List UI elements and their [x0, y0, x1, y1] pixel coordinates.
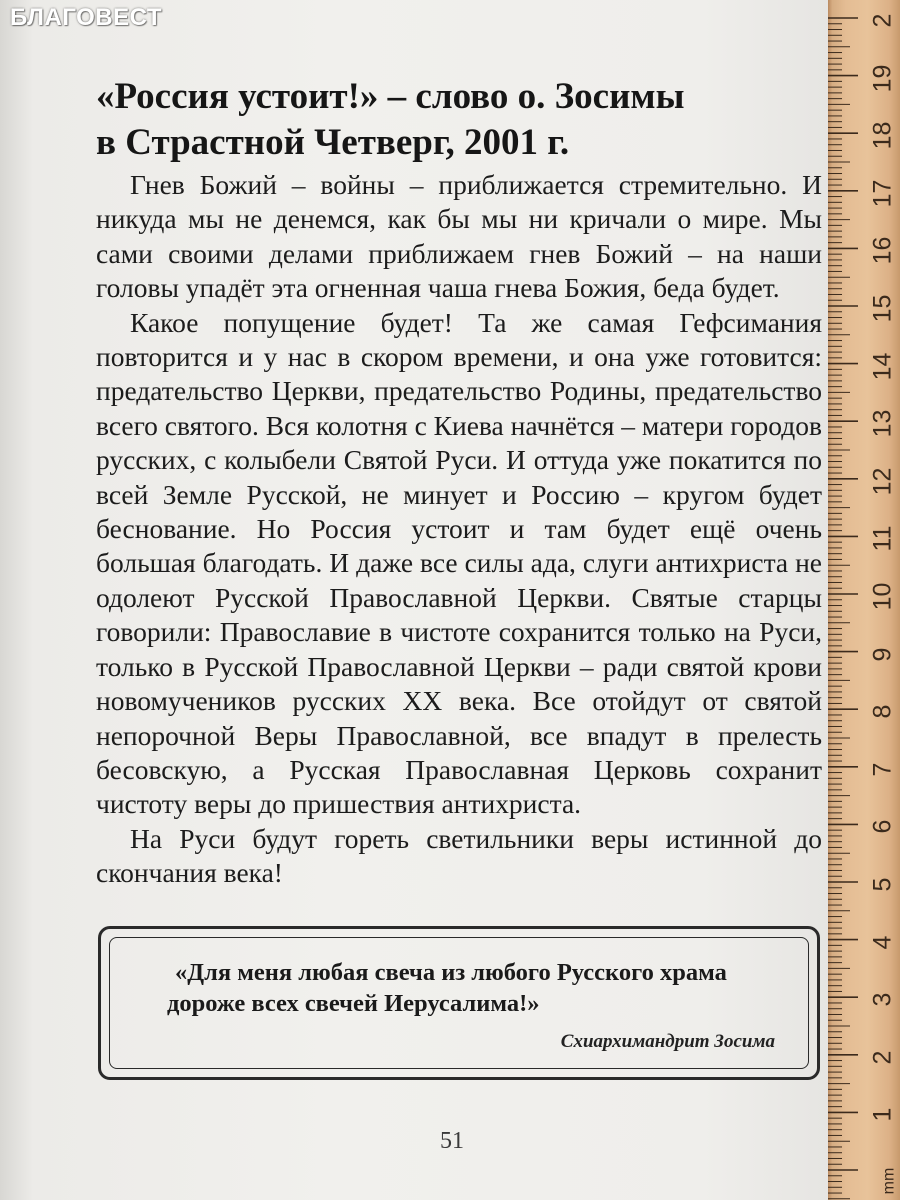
page-number: 51: [440, 1128, 464, 1154]
ruler-number: 18: [868, 121, 897, 150]
chapter-title-line: в Страстной Четверг, 2001 г.: [96, 122, 570, 163]
ruler-number: 5: [868, 877, 897, 892]
ruler-number: 6: [868, 819, 897, 834]
ruler-number: 17: [868, 179, 897, 208]
ruler-number: 15: [868, 294, 897, 323]
quote-box: [98, 926, 820, 1080]
paragraph: Гнев Божий – войны – приближается стремительно. И никуда мы не денемся, как бы мы ни кричали о мире. Мы сами своими делами приближаем гнев Божий – на наши головы упадёт эта огненная чаша гнева Божия, беда будет.: [96, 169, 822, 304]
body-text: [96, 168, 822, 891]
ruler-number: 14: [868, 352, 897, 380]
ruler-number: 8: [868, 704, 897, 719]
ruler-number: 4: [868, 935, 897, 950]
ruler-number: 13: [868, 409, 897, 438]
chapter-title: [96, 74, 796, 166]
ruler-number: 16: [868, 236, 897, 265]
quote-author: Схиархимандрит Зосима: [560, 1031, 775, 1052]
ruler-number: 2: [868, 13, 897, 28]
ruler-number: 1: [868, 1107, 897, 1122]
ruler-unit-label: mm: [880, 1167, 898, 1195]
paragraph: Какое попущение будет! Та же самая Гефсимания повторится и у нас в скором времени, и она уже готовится: предательство Церкви, предательство Родины, предательство всего святого. Вся колотня с Киева начнётся – матери городов русских, с колыбели Святой Руси. И оттуда уже покатится по всей Земле Русской, не минует и Россию – кругом будет беснование. Но Россия устоит и там будет ещё очень большая благодать. И даже все силы ада, слуги антихриста не одолеют Русской Православной Церкви. Святые старцы говорили: Православие в чистоте сохранится только на Руси, только в Русской Православной Церкви – ради святой крови новомучеников русских XX века. Все отойдут от святой непорочной Веры Православной, все впадут в прелесть бесовскую, а Русская Православная Церковь сохранит чистоту веры до пришествия антихриста.: [96, 306, 822, 820]
watermark-logo: БЛАГОВЕСТ: [10, 4, 163, 31]
ruler-number: 9: [868, 647, 897, 662]
ruler-number: 2: [868, 1050, 897, 1065]
chapter-title-line: «Россия устоит!» – слово о. Зосимы: [96, 76, 685, 117]
ruler-number: 19: [868, 64, 897, 92]
quote-text: «Для меня любая свеча из любого Русского храма дороже всех свечей Иерусалима!»: [167, 959, 727, 1017]
ruler-number: 12: [868, 467, 897, 496]
ruler: [828, 0, 900, 1200]
ruler-number: 10: [868, 582, 897, 611]
ruler-number: 7: [868, 762, 897, 777]
ruler-number: 11: [868, 525, 897, 552]
paragraph: На Руси будут гореть светильники веры истинной до скончания века!: [96, 822, 822, 889]
ruler-number: 3: [868, 992, 897, 1007]
